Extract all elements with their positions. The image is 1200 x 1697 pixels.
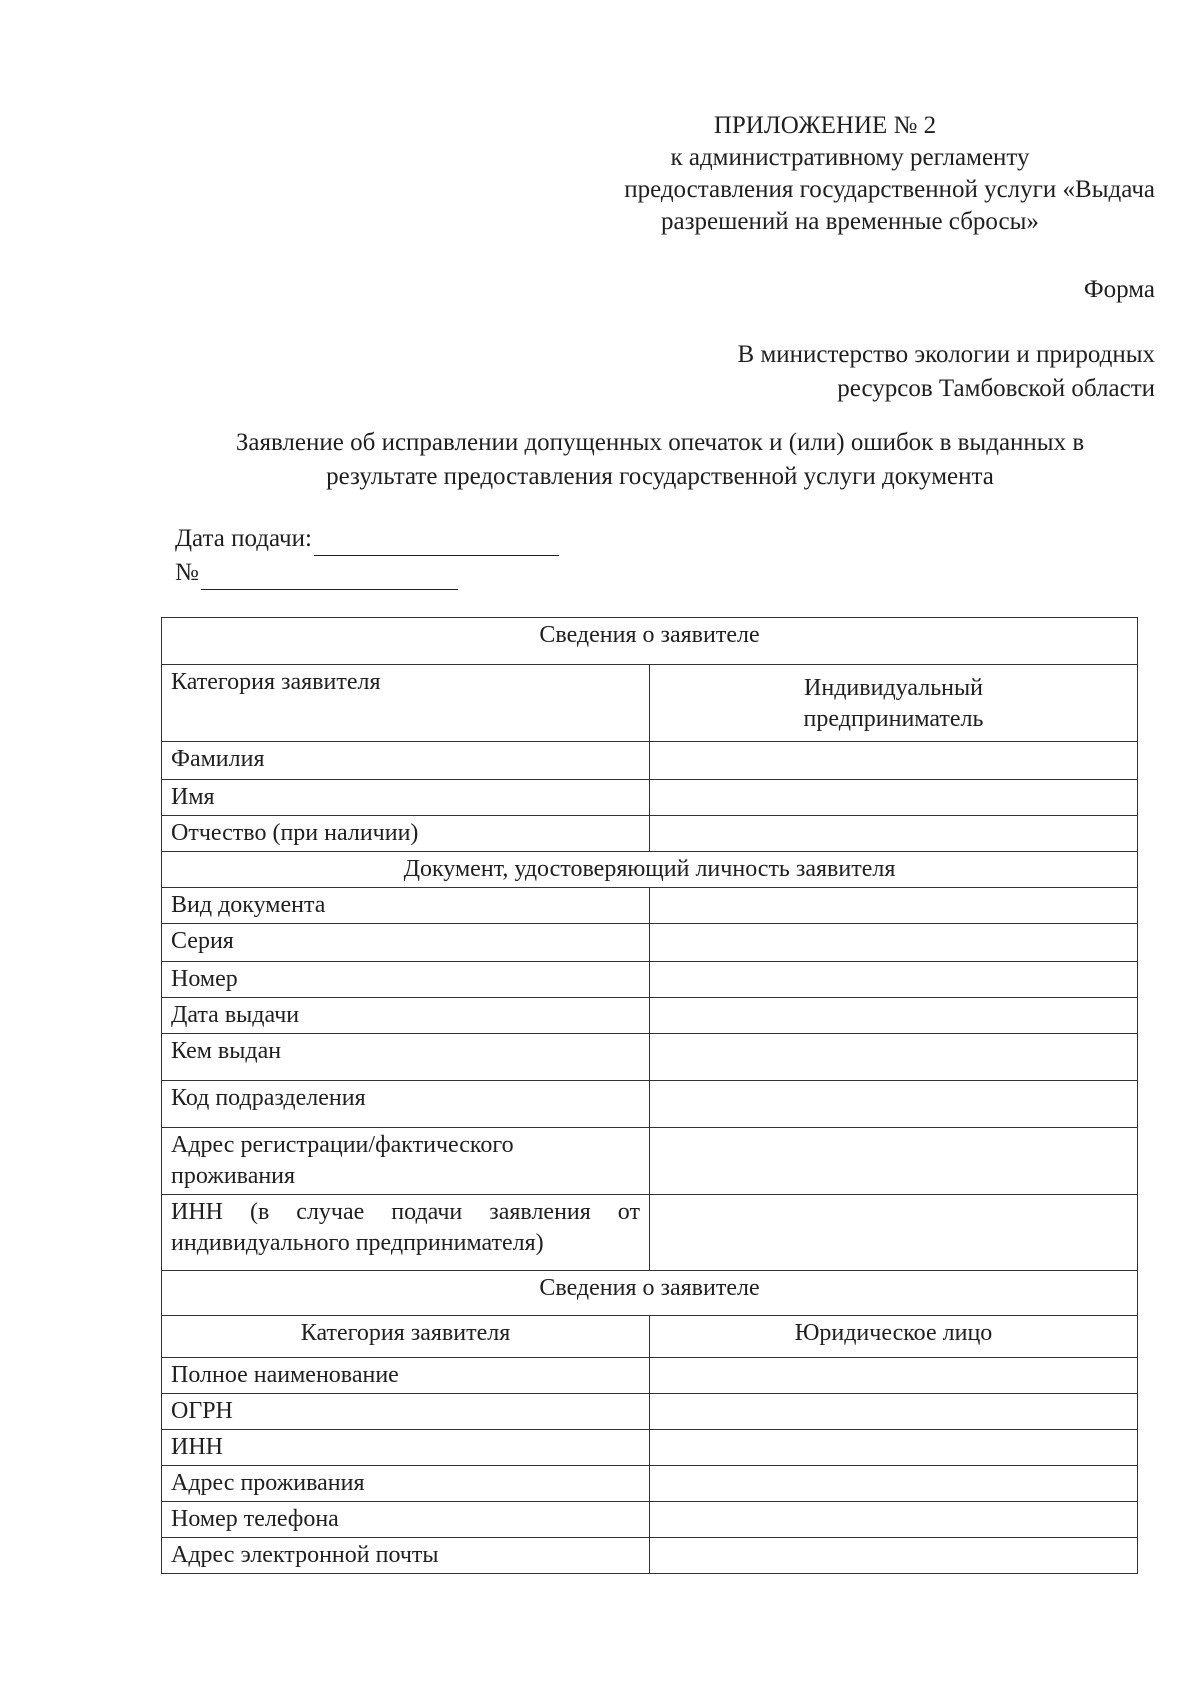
submission-meta <box>175 522 559 590</box>
inn-word: ИНН <box>171 1199 223 1225</box>
row-label: Адрес электронной почты <box>162 1538 650 1574</box>
inn-word: заявления <box>489 1199 591 1225</box>
value-cell[interactable] <box>650 1430 1138 1466</box>
row-label: Код подразделения <box>162 1081 650 1128</box>
appendix-line: предоставления государственной услуги «Выдача <box>624 176 1155 203</box>
inn-word: подачи <box>391 1199 463 1225</box>
inn-label-line <box>171 1197 640 1228</box>
section-header: Сведения о заявителе <box>162 618 1138 665</box>
category-value-line: Индивидуальный <box>804 675 983 701</box>
addressee-line: В министерство экологии и природных <box>737 341 1155 368</box>
value-cell[interactable] <box>650 1195 1138 1271</box>
appendix-header <box>455 110 1155 238</box>
category-label: Категория заявителя <box>162 665 650 742</box>
number-blank-field[interactable] <box>201 565 458 590</box>
section-header: Сведения о заявителе <box>162 1271 1138 1316</box>
row-label: Дата выдачи <box>162 998 650 1034</box>
value-cell[interactable] <box>650 1034 1138 1081</box>
value-cell[interactable] <box>650 1502 1138 1538</box>
value-cell[interactable] <box>650 962 1138 998</box>
value-cell[interactable] <box>650 1081 1138 1128</box>
form-label: Форма <box>1083 276 1155 303</box>
addressee <box>635 338 1155 406</box>
title-line: результате предоставления государственной услуги документа <box>326 463 994 490</box>
date-label: Дата подачи: <box>175 525 312 552</box>
value-cell[interactable] <box>650 1538 1138 1574</box>
category-value-ul: Юридическое лицо <box>650 1316 1138 1358</box>
row-label: Серия <box>162 924 650 962</box>
number-row <box>175 556 559 590</box>
inn-word: случае <box>296 1199 365 1225</box>
value-cell[interactable] <box>650 780 1138 816</box>
row-label: Адрес проживания <box>162 1466 650 1502</box>
row-label: Кем выдан <box>162 1034 650 1081</box>
value-cell[interactable] <box>650 742 1138 780</box>
date-row <box>175 522 559 556</box>
row-label: Имя <box>162 780 650 816</box>
value-cell[interactable] <box>650 924 1138 962</box>
category-label: Категория заявителя <box>162 1316 650 1358</box>
document-title <box>160 426 1160 494</box>
row-label: ИНН <box>162 1430 650 1466</box>
section-header: Документ, удостоверяющий личность заявителя <box>162 852 1138 888</box>
value-cell[interactable] <box>650 1394 1138 1430</box>
number-label: № <box>175 559 199 586</box>
row-label: Отчество (при наличии) <box>162 816 650 852</box>
category-value-line: предприниматель <box>803 706 984 732</box>
date-blank-field[interactable] <box>314 531 559 556</box>
appendix-title: ПРИЛОЖЕНИЕ № 2 <box>713 112 937 139</box>
value-cell[interactable] <box>650 1128 1138 1195</box>
value-cell[interactable] <box>650 1358 1138 1394</box>
address-label-line: Адрес регистрации/фактического <box>171 1132 514 1158</box>
row-label: ОГРН <box>162 1394 650 1430</box>
addressee-line: ресурсов Тамбовской области <box>837 375 1155 402</box>
inn-word: от <box>617 1199 640 1225</box>
appendix-line: к административному регламенту <box>670 144 1030 171</box>
row-label: Полное наименование <box>162 1358 650 1394</box>
value-cell[interactable] <box>650 888 1138 924</box>
inn-label-line: индивидуального предпринимателя) <box>171 1230 544 1256</box>
address-label <box>162 1128 650 1195</box>
row-label: Фамилия <box>162 742 650 780</box>
title-line: Заявление об исправлении допущенных опечаток и (или) ошибок в выданных в <box>235 429 1085 456</box>
value-cell[interactable] <box>650 816 1138 852</box>
category-value-ip <box>650 665 1138 742</box>
row-label: Вид документа <box>162 888 650 924</box>
appendix-line: разрешений на временные сбросы» <box>661 208 1039 235</box>
value-cell[interactable] <box>650 998 1138 1034</box>
value-cell[interactable] <box>650 1466 1138 1502</box>
row-label: Номер <box>162 962 650 998</box>
inn-label <box>162 1195 650 1271</box>
address-label-line: проживания <box>171 1163 296 1189</box>
row-label: Номер телефона <box>162 1502 650 1538</box>
applicant-table <box>161 617 1138 1574</box>
inn-word: (в <box>249 1199 270 1225</box>
